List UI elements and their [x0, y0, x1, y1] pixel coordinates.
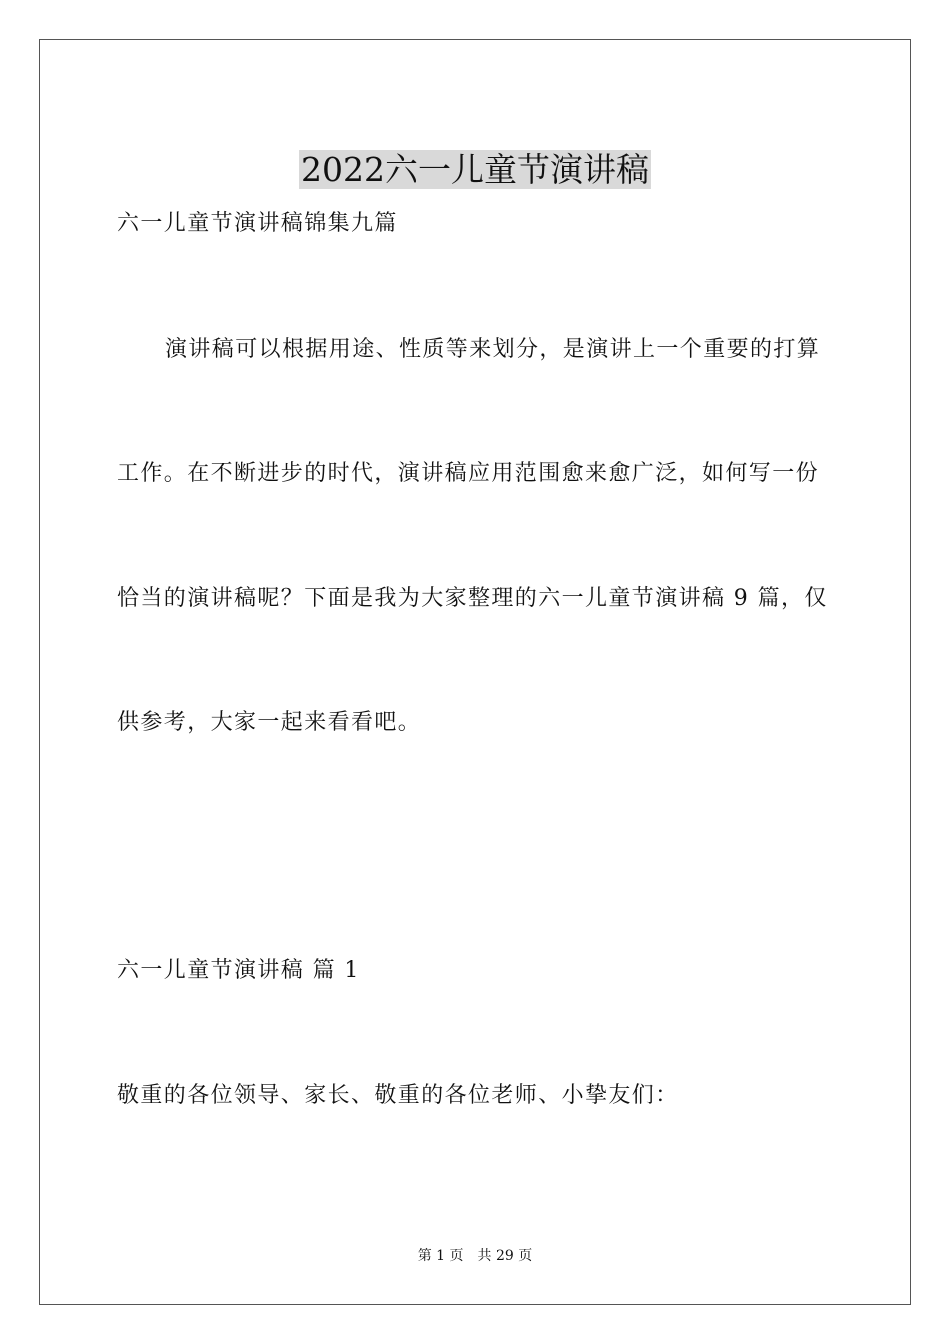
page-number-current: 第 1 页 [417, 1248, 464, 1264]
intro-line-1: 演讲稿可以根据用途、性质等来划分，是演讲上一个重要的打算 [165, 337, 821, 362]
document-title-text: 2022六一儿童节演讲稿 [301, 150, 649, 190]
document-title [0, 146, 950, 194]
intro-line-3: 恰当的演讲稿呢？下面是我为大家整理的六一儿童节演讲稿 9 篇，仅 [117, 586, 828, 611]
greeting-line: 敬重的各位领导、家长、敬重的各位老师、小挚友们： [117, 1083, 679, 1108]
section-heading: 六一儿童节演讲稿 篇 1 [117, 958, 360, 983]
page-footer [0, 1246, 950, 1266]
document-subtitle: 六一儿童节演讲稿锦集九篇 [117, 211, 398, 236]
intro-line-4: 供参考，大家一起来看看吧。 [117, 710, 422, 735]
intro-line-2: 工作。在不断进步的时代，演讲稿应用范围愈来愈广泛，如何写一份 [117, 461, 820, 486]
page-number-total: 共 29 页 [477, 1248, 533, 1264]
